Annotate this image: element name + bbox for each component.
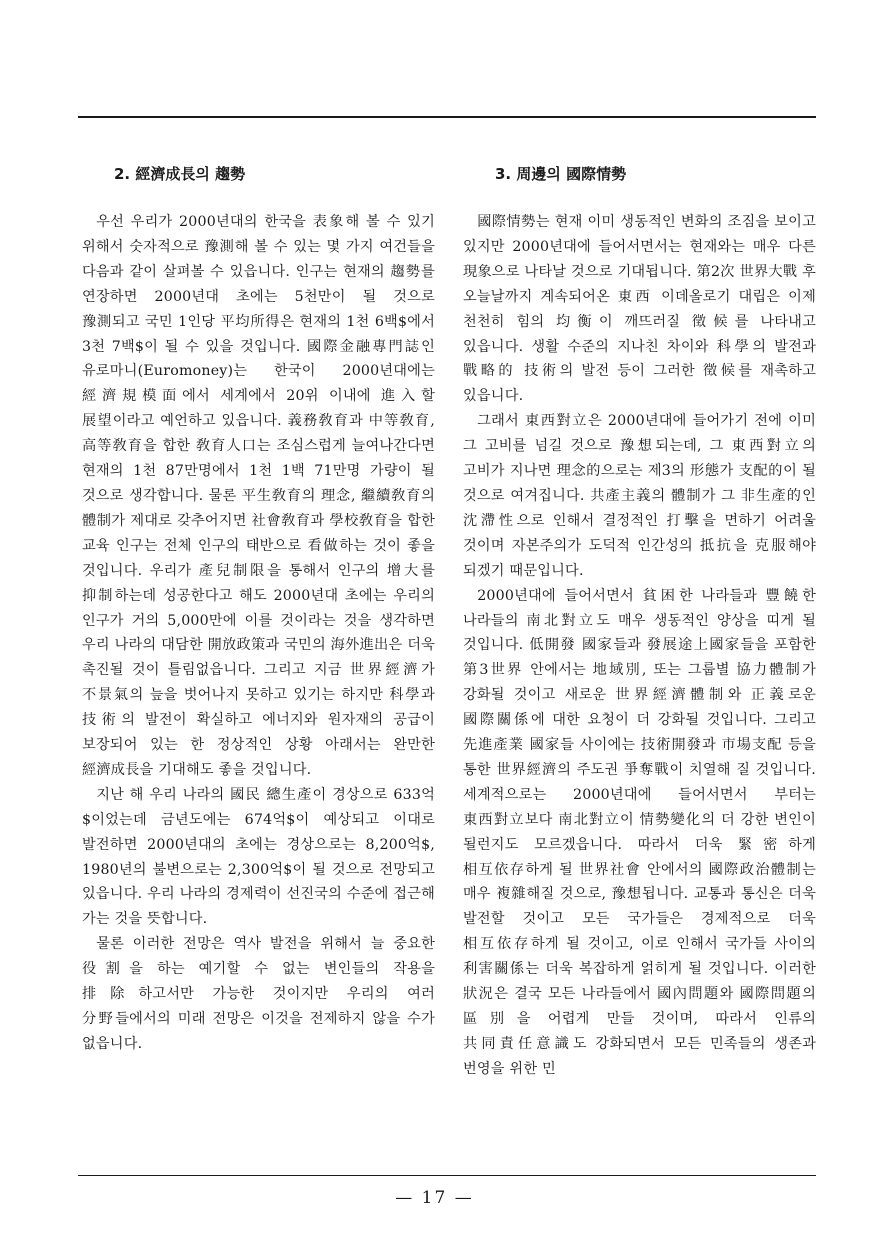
bottom-rule (78, 1175, 816, 1176)
paragraph: 그래서 東西對立은 2000년대에 들어가기 전에 이미 그 고비를 넘길 것으로 豫想되는데, 그 東西對立의 고비가 지나면 理念的으로는 제3의 形態가 支配的이 될 것으로 여겨집니다. 共產主義의 體制가 그 非生產的인 沈滯性으로 인해서 결정적인 打擊을 면하기 어려울 것이며 자본주의가 도덕적 인간성의 抵抗을 克服해야 되겠기 때문입니다. (463, 413, 816, 579)
paragraph: 지난 해 우리 나라의 國民 總生產이 경상으로 633억$이었는데 금년도에는 674억$이 예상되고 이대로 발전하면 2000년대의 초에는 경상으로는 8,200억$, 1980년의 불변으로는 2,300억$이 될 것으로 전망되고 있읍니다. 우리 나라의 경제력이 선진국의 수준에 접근해 가는 것을 뜻합니다. (82, 786, 435, 928)
right-column (463, 160, 816, 1082)
paragraph: 2000년대에 들어서면서 貧困한 나라들과 豐饒한 나라들의 南北對立도 매우 생동적인 양상을 띠게 될 것입니다. 低開發 國家들과 發展途上國家들을 포함한 第3世界 안에서는 地域別, 또는 그룹별 協力體制가 강화될 것이고 새로운 世界經濟體制와 正義로운 國際關係에 대한 요청이 더 강화될 것입니다. 그리고 先進產業 國家들 사이에는 技術開發과 市場支配 등을 통한 世界經濟의 주도권 爭奪戰이 치열해 질 것입니다. 세계적으로는 2000년대에 들어서면서 부터는 東西對立보다 南北對立이 情勢變化의 더 강한 변인이 될런지도 모르겠읍니다. 따라서 더욱 緊密하게 相互依存하게 될 世界社會 안에서의 國際政治體制는 매우 複雜해질 것으로, 豫想됩니다. 교통과 통신은 더욱 발전할 것이고 모든 국가들은 경제적으로 더욱 相互依存하게 될 것이고, 이로 인해서 국가들 사이의 利害關係는 더욱 복잡하게 얽히게 될 것입니다. 이러한 狀況은 결국 모든 나라들에서 國內問題와 國際問題의 區別을 어렵게 만들 것이며, 따라서 인류의 共同責任意識도 강화되면서 모든 민족들의 생존과 번영을 위한 민 (463, 587, 816, 1077)
left-column (82, 160, 435, 1057)
paragraph: 우선 우리가 2000년대의 한국을 表象해 볼 수 있기 위해서 숫자적으로 豫測해 볼 수 있는 몇 가지 여건들을 다음과 같이 살펴볼 수 있읍니다. 인구는 현재의 趨勢를 연장하면 2000년대 초에는 5천만이 될 것으로 豫測되고 국민 1인당 平均所得은 현재의 1천 6백$에서 3천 7백$이 될 수 있을 것입니다. 國際金融專門誌인 유로마니(Euromoney)는 한국이 2000년대에는 經濟規模面에서 세계에서 20위 이내에 進入할 展望이라고 예언하고 있읍니다. 義務敎育과 中等敎育, 高等敎育을 합한 敎育人口는 조심스럽게 늘여나간다면 현재의 1천 87만명에서 1천 1백 71만명 가량이 될 것으로 생각합니다. 물론 平生敎育의 理念, 繼續敎育의 體制가 제대로 갖추어지면 社會敎育과 學校敎育을 합한 교육 인구는 전체 인구의 태반으로 看做하는 것이 좋을 것입니다. 우리가 產兒制限을 통해서 인구의 增大를 抑制하는데 성공한다고 해도 2000년대 초에는 우리의 인구가 거의 5,000만에 이를 것이라는 것을 생각하면 우리 나라의 대담한 開放政策과 국민의 海外進出은 더욱 촉진될 것이 틀림없읍니다. 그리고 지금 世界經濟가 不景氣의 늪을 벗어나지 못하고 있기는 하지만 科學과 技術의 발전이 확실하고 에너지와 원자재의 공급이 보장되어 있는 한 정상적인 상황 아래서는 완만한 經濟成長을 기대해도 좋을 것입니다. (82, 214, 435, 778)
top-rule (78, 116, 816, 118)
section-heading-economic-growth: 2. 經濟成長의 趨勢 (114, 165, 246, 183)
page-number: — 17 — (395, 1188, 474, 1208)
paragraph: 國際情勢는 현재 이미 생동적인 변화의 조짐을 보이고 있지만 2000년대에 들어서면서는 현재와는 매우 다른 現象으로 나타날 것으로 기대됩니다. 第2次 世界大戰 후 오늘날까지 계속되어온 東西 이데올로기 대립은 이제 천천히 힘의 均衡이 깨뜨러질 徵候를 나타내고 있읍니다. 생활 수준의 지나친 차이와 科學의 발전과 戰略的 技術의 발전 등이 그러한 徵候를 재촉하고 있읍니다. (463, 214, 816, 405)
paragraph: 물론 이러한 전망은 역사 발전을 위해서 늘 중요한 役割을 하는 예기할 수 없는 변인들의 작용을 排除하고서만 가능한 것이지만 우리의 여러 分野들에서의 미래 전망은 이것을 전제하지 않을 수가 없읍니다. (82, 936, 435, 1052)
section-heading-international-situation: 3. 周邊의 國際情勢 (495, 165, 627, 183)
